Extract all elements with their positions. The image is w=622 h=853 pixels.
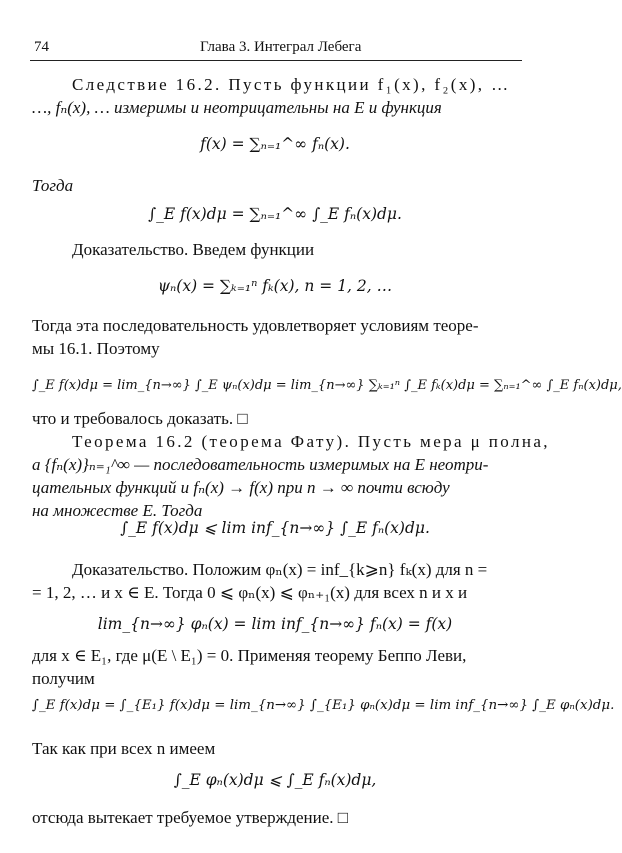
theorem-line-4: на множестве E. Тогда xyxy=(32,501,203,520)
proof-end-line: что и требовалось доказать. □ xyxy=(32,409,248,428)
proof2-line-4: получим xyxy=(32,669,95,688)
then-word: Тогда xyxy=(32,176,74,195)
header-rule xyxy=(30,60,522,61)
theorem-line-3: цательных функций и fₙ(x) → f(x) при n → ∞ почти всюду xyxy=(32,478,450,497)
proof-intro: Доказательство. Введем функции xyxy=(72,240,315,259)
paragraph-line-1: Тогда эта последовательность удовлетворяет условиям теоре- xyxy=(32,316,479,335)
theorem-line-1: Теорема 16.2 (теорема Фату). Пусть мера μ полна, xyxy=(72,432,550,451)
formula-liminf: lim_{n→∞} φₙ(x) = lim inf_{n→∞} fₙ(x) = f(x) xyxy=(97,615,453,633)
paragraph-line-2: мы 16.1. Поэтому xyxy=(32,339,160,358)
proof2-line-5: Так как при всех n имеем xyxy=(32,739,216,758)
proof2-line-3: для x ∈ E₁, где μ(E \ E₁) = 0. Применяя теорему Беппо Леви, xyxy=(32,646,467,665)
page-number: 74 xyxy=(34,39,49,55)
formula-integral-of-sum: ∫_E f(x)dμ = ∑ₙ₌₁^∞ ∫_E fₙ(x)dμ. xyxy=(148,205,402,223)
proof2-line-2: = 1, 2, … и x ∈ E. Тогда 0 ⩽ φₙ(x) ⩽ φₙ₊₁(x) для всех n и x и xyxy=(32,583,468,602)
formula-partial-sums: ψₙ(x) = ∑ₖ₌₁ⁿ fₖ(x), n = 1, 2, … xyxy=(157,277,393,295)
theorem-line-2: а {fₙ(x)}ₙ₌₁^∞ — последовательность измеримых на E неотри- xyxy=(32,455,489,474)
proof2-line-1: Доказательство. Положим φₙ(x) = inf_{k⩾n} fₖ(x) для n = xyxy=(72,560,488,579)
corollary-line-2: …, fₙ(x), … измеримы и неотрицательны на E и функция xyxy=(32,98,442,117)
formula-sum-definition: f(x) = ∑ₙ₌₁^∞ fₙ(x). xyxy=(200,135,350,153)
formula-beppo-levi-chain: ∫_E f(x)dμ = ∫_{E₁} f(x)dμ = lim_{n→∞} ∫_{E₁} φₙ(x)dμ = lim inf_{n→∞} ∫_E φₙ(x)dμ. xyxy=(32,698,615,713)
formula-limit-chain: ∫_E f(x)dμ = lim_{n→∞} ∫_E ψₙ(x)dμ = lim_{n→∞} ∑ₖ₌₁ⁿ ∫_E fₖ(x)dμ = ∑ₙ₌₁^∞ ∫_E fₙ(x)dμ, xyxy=(32,378,622,393)
corollary-line-1: Следствие 16.2. Пусть функции f₁(x), f₂(x), … xyxy=(72,75,511,94)
formula-fatou-inequality: ∫_E f(x)dμ ⩽ lim inf_{n→∞} ∫_E fₙ(x)dμ. xyxy=(120,519,430,537)
proof2-conclusion: отсюда вытекает требуемое утверждение. □ xyxy=(32,808,349,827)
running-header: Глава 3. Интеграл Лебега xyxy=(200,39,362,55)
formula-final-inequality: ∫_E φₙ(x)dμ ⩽ ∫_E fₙ(x)dμ, xyxy=(173,771,377,789)
